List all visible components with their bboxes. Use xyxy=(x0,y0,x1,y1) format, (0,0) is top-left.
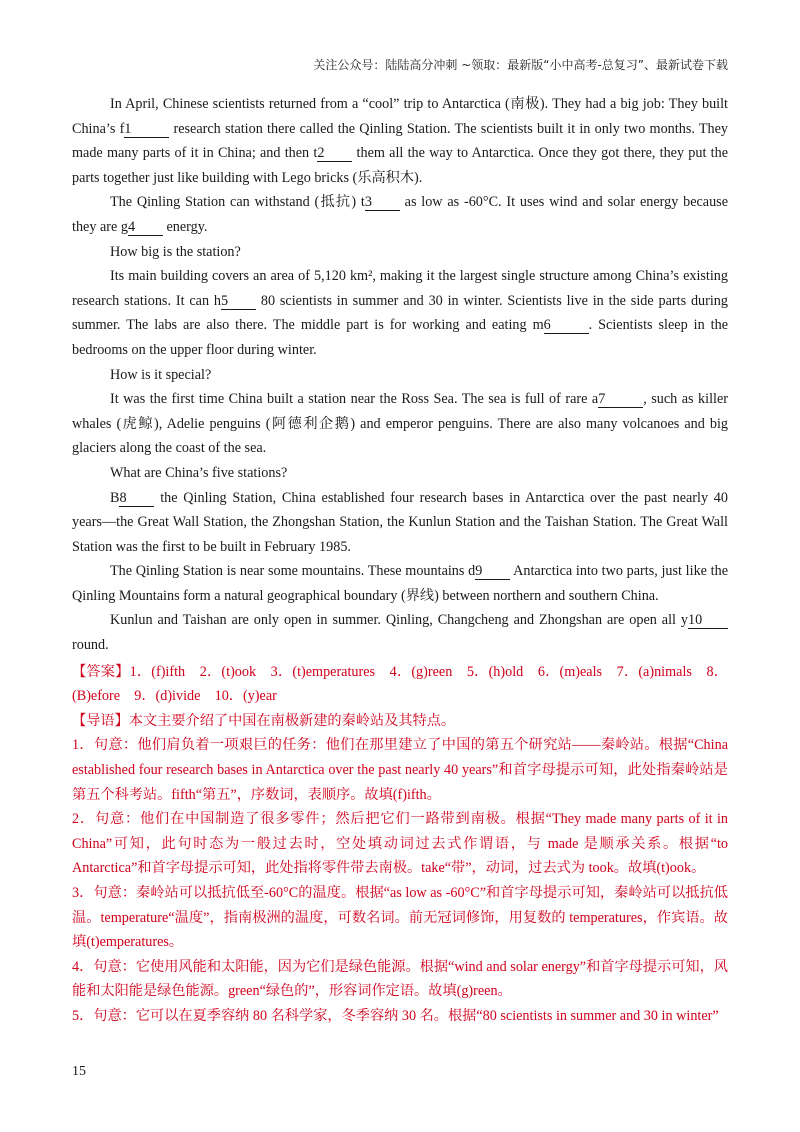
guide-summary xyxy=(72,709,728,734)
passage-paragraph-3: Its main building covers an area of 5,120 km², making it the largest single structure among China’s existing research stations. It can h5 80 scientists in summer and 30 in winter. Scientists live in the side parts during summer. The labs are also there. The middle part is for working and eating m6 . Scientists sleep in the bedrooms on the upper floor during winter. xyxy=(72,268,728,358)
blank-7: 7 xyxy=(598,391,643,408)
guide-text: 本文主要介绍了中国在南极新建的秦岭站及其特点。 xyxy=(128,712,456,729)
blank-6: 6 xyxy=(544,317,589,334)
blank-5: 5 xyxy=(221,293,256,310)
blank-10: 10 xyxy=(688,612,728,629)
explanation-3: 3．句意：秦岭站可以抵抗低至-60°C的温度。根据“as low as -60°C”和首字母提示可知，秦岭站可以抵抗低温。temperature“温度”，指南极洲的温度，可数名词。前无冠词修饰，用复数的 temperatures，作宾语。故填(t)emperatures。 xyxy=(72,885,728,951)
passage-paragraph-4: It was the first time China built a station near the Ross Sea. The sea is full of rare a7 , such as killer whales (虎鲸), Adelie penguins (阿德利企鹅) and emperor penguins. There are also many volcanoes and big glaciers along the coast of the sea. xyxy=(72,391,729,457)
blank-8: 8 xyxy=(119,490,154,507)
passage-paragraph-7: Kunlun and Taishan are only open in summer. Qinling, Changcheng and Zhongshan are open all y10 round. xyxy=(72,608,728,657)
guide-label: 【导语】 xyxy=(72,712,129,729)
explanation-2: 2．句意：他们在中国制造了很多零件；然后把它们一路带到南极。根据“They made many parts of it in China”可知，此句时态为一般过去时，空处填动词过去式作谓语，与 made 是顺承关系。根据“to Antarctica”和首字母提示可知，此处指将零件带去南极。take“带”，动词，过去式为 took。故填(t)ook。 xyxy=(72,811,728,877)
explanation-5: 5．句意：它可以在夏季容纳 80 名科学家，冬季容纳 30 名。根据“80 scientists in summer and 30 in winter” xyxy=(72,1007,719,1024)
answer-label: 【答案】 xyxy=(72,663,130,680)
passage-paragraph-2: The Qinling Station can withstand (抵抗) t3 as low as -60°C. It uses wind and solar energy because they are g4 energy. xyxy=(72,194,728,235)
explanation-1: 1．句意：他们肩负着一项艰巨的任务：他们在那里建立了中国的第五个研究站——秦岭站。根据“China established four research bases in Antarctica over the past nearly 40 years”和首字母提示可知，此处指秦岭站是第五个科考站。fifth“第五”，序数词，表顺序。故填(f)ifth。 xyxy=(72,737,728,803)
passage-paragraph-1: In April, Chinese scientists returned from a “cool” trip to Antarctica (南极). They had a big job: They built China’s f1 research station there called the Qinling Station. The scientists built it in only two months. They made many parts of it in China; and then t2 them all the way to Antarctica. Once they got there, they put the parts together just like building with Lego bricks (乐高积木). xyxy=(72,96,728,186)
blank-3: 3 xyxy=(365,194,400,211)
passage-paragraph-5: B8 the Qinling Station, China established four research bases in Antarctica over the past nearly 40 years—the Great Wall Station, the Zhongshan Station, the Kunlun Station and the Taishan Station. The Great Wall Station was the first to be built in February 1985. xyxy=(72,489,728,555)
blank-9: 9 xyxy=(475,563,510,580)
explanation-4: 4．句意：它使用风能和太阳能，因为它们是绿色能源。根据“wind and solar energy”和首字母提示可知，风能和太阳能是绿色能源。green“绿色的”，形容词作定语。故填(g)reen。 xyxy=(72,958,728,1000)
page-header: 关注公众号：陆陆高分冲刺 ~领取：最新版“小中高考-总复习”、最新试卷下载 xyxy=(313,58,728,72)
blank-2: 2 xyxy=(317,145,352,162)
blank-4: 4 xyxy=(128,219,163,236)
answer-key xyxy=(72,660,728,709)
answer-text: 1．(f)ifth 2．(t)ook 3．(t)emperatures 4．(g)reen 5．(h)old 6．(m)eals 7．(a)nimals 8．(B)efore 9．(d)ivide 10．(y)ear xyxy=(72,663,728,705)
page-number: 15 xyxy=(72,1064,86,1079)
document-body xyxy=(72,92,728,1029)
passage-paragraph-6: The Qinling Station is near some mountains. These mountains d9 Antarctica into two parts, just like the Qinling Mountains form a natural geographical boundary (界线) between northern and southern China. xyxy=(72,563,728,604)
blank-1: 1 xyxy=(124,121,169,138)
subheading-how-big: How big is the station? xyxy=(110,243,241,260)
subheading-how-special: How is it special? xyxy=(110,366,212,383)
subheading-five-stations: What are China’s five stations? xyxy=(110,464,288,481)
